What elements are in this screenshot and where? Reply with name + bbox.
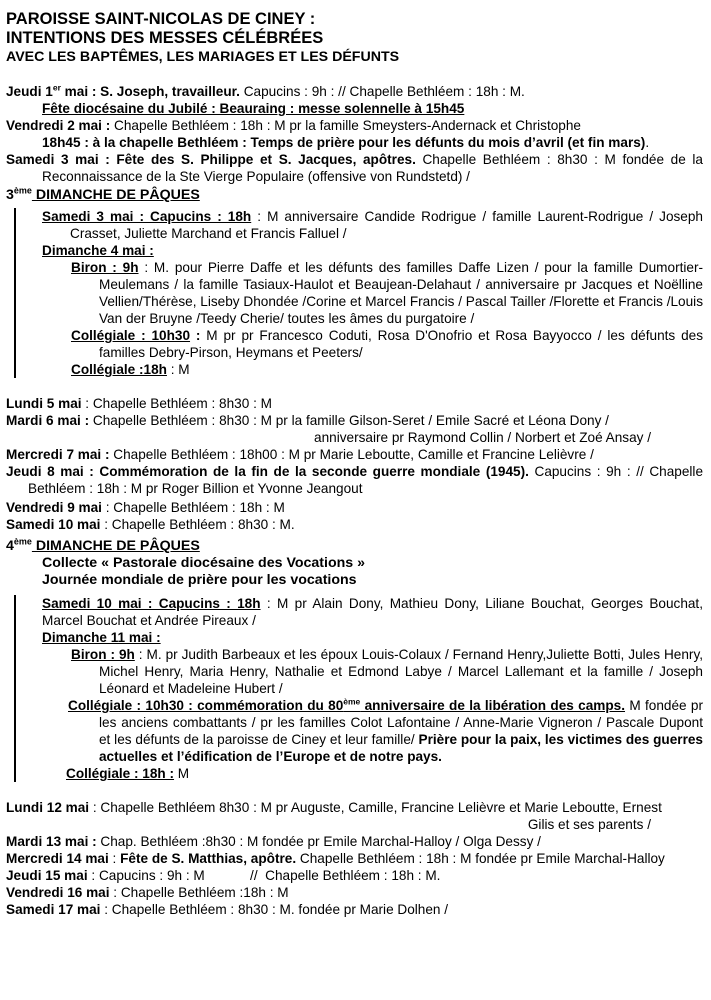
entry-dim4-collegiale-18: Collégiale :18h : M [71,362,190,377]
spacer [6,782,703,799]
sunday-4-journee: Journée mondiale de prière pour les vocations [42,572,357,588]
entry-mercredi-14-mai: Mercredi 14 mai : Fête de S. Matthias, apôtre. Chapelle Bethléem : 18h : M fondée pr Emile Marchal-Halloy [6,851,665,866]
entry-samedi-17-mai: Samedi 17 mai : Chapelle Bethléem : 8h30 : M. fondée pr Marie Dolhen / [6,902,449,917]
entry-label: Jeudi 1er mai : S. Joseph, travailleur. [6,82,240,99]
entry-mercredi-7-mai: Mercredi 7 mai : Chapelle Bethléem : 18h00 : M pr Marie Leboutte, Camille et Francine Lelièvre / [6,447,594,462]
entry-dim4-label: Dimanche 4 mai : [42,243,154,258]
entry-vendredi-9-mai: Vendredi 9 mai : Chapelle Bethléem : 18h : M [6,500,285,515]
entry-mardi-6-mai: Mardi 6 mai : Chapelle Bethléem : 8h30 : M pr la famille Gilson-Seret / Emile Sacré et Léona Dony / [6,413,609,428]
entry-jeudi-15-mai: Jeudi 15 mai : Capucins : 9h : M // Chapelle Bethléem : 18h : M. [6,868,441,883]
entry-lundi-12-mai: Lundi 12 mai : Chapelle Bethléem 8h30 : M pr Auguste, Camille, Francine Lelièvre et Marie Leboutte, Ernest [6,800,662,815]
entry-samedi-3-mai: Samedi 3 mai : Fête des S. Philippe et S. Jacques, apôtres. Chapelle Bethléem : 8h30 : M fondée de la Reconnaissance de la Ste Vierge Populaire (offensive von Rundstetd) / [6,152,703,184]
entry-dim4-biron: Biron : 9h : M. pour Pierre Daffe et les défunts des familles Daffe Lizen / pour la famille Dumortier-Meulemans / la famille Tasiaux-Haulot et Beaujean-Delahaut / anniversaire pr Jacques et Noëlline Vellien/Thérèse, Liseby Dhondée /Corine et Marcel Francis / Pascal Tailler /Florette et Francis /Louis Van der Bruyne /Teedy Cherie/ toutes les âmes du purgatoire / [71,260,704,326]
sunday-3-title: 3ème DIMANCHE DE PÂQUES [6,185,200,203]
entry-lundi-5-mai: Lundi 5 mai : Chapelle Bethléem : 8h30 : M [6,396,272,411]
entry-dim11-collegiale-1030: Collégiale : 10h30 : commémoration du 80ème anniversaire de la libération des camps. M fondée pr les anciens combattants / pr les familles Colot Lafontaine / Anne-Marie Vigneron / Pascale Dupont et les défunts de la paroisse de Ciney et leur famille/ Prière pour la paix, les victimes des guerres actuelles et l’édification de l’Europe et de notre pays. [68,696,703,764]
vertical-rule [14,595,16,782]
entry-sam3-capucins: Samedi 3 mai : Capucins : 18h : M anniversaire Candide Rodrigue / famille Laurent-Rodrigue / Joseph Crasset, Juliette Marchand et Francis Falluel / [42,209,703,241]
entry-mardi-13-mai: Mardi 13 mai : Chap. Bethléem :8h30 : M fondée pr Emile Marchal-Halloy / Olga Dessy / [6,834,541,849]
entry-mardi-6-mai-cont: anniversaire pr Raymond Collin / Norbert et Zoé Ansay / [314,430,651,445]
entry-dim11-collegiale-18: Collégiale : 18h : M [66,766,190,781]
header-title-line1: PAROISSE SAINT-NICOLAS DE CINEY : [6,10,316,28]
sunday-3-block [6,208,703,378]
sunday-4-collecte: Collecte « Pastorale diocésaine des Vocations » [42,555,366,571]
entry-priere-defunts: 18h45 : à la chapelle Bethléem : Temps de prière pour les défunts du mois d’avril (et fin mars). [42,135,650,150]
entry-vendredi-2-mai: Vendredi 2 mai : Chapelle Bethléem : 18h : M pr la famille Smeysters-Andernack et Christophe [6,118,581,133]
entry-sam10-capucins: Samedi 10 mai : Capucins : 18h : M pr Alain Dony, Mathieu Dony, Liliane Bouchat, Georges Bouchat, Marcel Bouchat et Andrée Pireaux / [42,596,703,628]
sunday-4-block [6,595,703,782]
entry-dim11-biron: Biron : 9h : M. pr Judith Barbeaux et les époux Louis-Colaux / Fernand Henry,Juliette Botti, Jules Henry, Michel Henry, Maria Henry, Nathalie et Edmond Labye / Marcel Lallemant et la famille / Joseph Léonard et Madeleine Hubert / [71,647,704,696]
entry-text: Capucins : 9h : // Chapelle Bethléem : 18h : M. [239,84,525,99]
entry-dim4-collegiale-1030: Collégiale : 10h30 : M pr pr Francesco Coduti, Rosa D'Onofrio et Rosa Bayyocco / les défunts des familles Debry-Pirson, Heymans et Peeters/ [71,328,703,360]
sunday-4-title: 4ème DIMANCHE DE PÂQUES [6,536,200,554]
entry-samedi-10-mai: Samedi 10 mai : Chapelle Bethléem : 8h30 : M. [6,517,295,532]
header-subtitle: AVEC LES BAPTÊMES, LES MARIAGES ET LES DÉFUNTS [6,49,400,65]
spacer [6,378,703,395]
entry-lundi-12-mai-cont: Gilis et ses parents / [527,817,651,832]
entry-vendredi-16-mai: Vendredi 16 mai : Chapelle Bethléem :18h : M [6,885,289,900]
entry-jeudi-1-mai [6,83,703,100]
entry-jeudi-8-mai: Jeudi 8 mai : Commémoration de la fin de la seconde guerre mondiale (1945). Capucins : 9h : // Chapelle Bethléem : 18h : M pr Roger Billion et Yvonne Jeangout [6,464,703,496]
header-title-line2: INTENTIONS DES MESSES CÉLÉBRÉES [6,29,324,47]
entry-dim11-label: Dimanche 11 mai : [42,630,161,645]
entry-jubile: Fête diocésaine du Jubilé : Beauraing : messe solennelle à 15h45 [42,101,465,116]
vertical-rule [14,208,16,378]
